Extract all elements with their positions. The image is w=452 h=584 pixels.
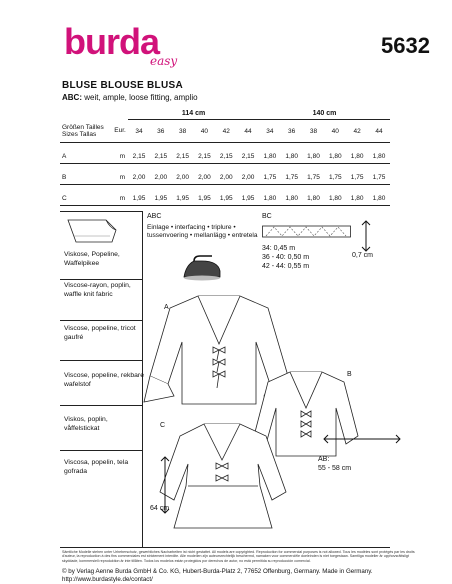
fabric-es: Viscosa, popelin, tela gofrada	[64, 459, 129, 475]
divider	[60, 211, 142, 212]
burda-logo	[64, 21, 178, 68]
yardage-cell: 2,15	[237, 150, 259, 164]
fabric-en: Viscose-rayon, poplin, waffle knit fabric	[64, 282, 131, 298]
yardage-cell: 1,80	[324, 192, 346, 206]
yardage-cell: 2,15	[215, 150, 237, 164]
fabric-sv: Viskos, poplin, våffelstickat	[64, 416, 108, 432]
yardage-cell: 2,00	[215, 171, 237, 185]
copyright-footnote: Sämtliche Modelle stehen unter Urheberschutz, gewerbliches Nacharbeiten ist nicht gestattet. All models are copyrighted. Reproduction for commercial purposes is not allowed. Tous les modèles sont protégés par les droits d'auteur, la reproduction à des fins commerciales est strictement interdite. Alle modellen zijn auteursrechtelijk beschermd, namaken voor commerciële doeleinden is niet toegestaan. Samtliga modeller är upphovsrättsligt skyddade, kommersiell reproduktion är inte tillåten. Todos los modelos están protegidos por derechos de autor, no está permitida su reproducción comercial.	[62, 550, 415, 563]
yardage-cell: 2,15	[128, 150, 150, 164]
tape-views-label: BC	[262, 213, 272, 220]
yardage-cell: 1,75	[346, 171, 368, 185]
view-letter: B	[60, 171, 112, 185]
yardage-cell: 1,80	[368, 192, 390, 206]
yardage-cell: 1,80	[281, 150, 303, 164]
sizes-label-line2: Sizes Tallas	[62, 130, 97, 138]
fabric-width-114: 114 cm	[128, 108, 259, 120]
yardage-cell: 1,80	[303, 192, 325, 206]
size-cell: 38	[172, 120, 194, 143]
publisher-line: © by Verlag Aenne Burda GmbH & Co. KG, Hubert-Burda-Platz 2, 77652 Offenburg, Germany. Made in Germany.	[62, 568, 373, 575]
yardage-cell: 1,80	[324, 150, 346, 164]
contact-link[interactable]: http://www.burdastyle.de/contact/	[62, 576, 153, 583]
divider	[60, 405, 142, 406]
interfacing-text: Einlage • interfacing • triplure • tussenvoering • mellanlägg • entretela	[147, 224, 258, 239]
table-row-a	[60, 150, 390, 164]
yardage-cell: 2,00	[237, 171, 259, 185]
size-cell: 34	[128, 120, 150, 143]
stay-tape-icon	[262, 223, 352, 241]
yardage-cell: 1,75	[368, 171, 390, 185]
sizes-label-line1: Größen Tailles	[62, 123, 104, 131]
yardage-cell: 2,15	[172, 150, 194, 164]
page-title: BLUSE BLOUSE BLUSA	[62, 80, 183, 91]
table-row-b	[60, 171, 390, 185]
table-row-c	[60, 192, 390, 206]
view-letter: A	[60, 150, 112, 164]
iron-icon	[180, 255, 224, 281]
yardage-cell: 2,00	[172, 171, 194, 185]
size-cell: 34	[259, 120, 281, 143]
yardage-cell: 1,80	[346, 150, 368, 164]
logo-wordmark: burda	[64, 21, 160, 62]
yardage-cell: 1,95	[215, 192, 237, 206]
size-cell: 44	[368, 120, 390, 143]
tape-length-36-40: 36 - 40: 0,50 m	[262, 254, 310, 261]
ab-measurement	[318, 455, 351, 473]
yardage-cell: 1,95	[237, 192, 259, 206]
size-cell: 40	[194, 120, 216, 143]
size-cell: 42	[215, 120, 237, 143]
sizes-label	[60, 120, 112, 143]
fabric-de: Viskose, Popeline, Waffelpikee	[64, 251, 120, 267]
tape-length-42-44: 42 - 44: 0,55 m	[262, 263, 310, 270]
yardage-cell: 1,80	[281, 192, 303, 206]
divider	[60, 547, 390, 548]
yardage-cell: 2,00	[128, 171, 150, 185]
yardage-cell: 1,95	[128, 192, 150, 206]
yardage-cell: 1,95	[172, 192, 194, 206]
view-letter: C	[60, 192, 112, 206]
yardage-cell: 1,75	[259, 171, 281, 185]
fabric-yardage-table	[60, 108, 390, 206]
yardage-cell: 1,80	[303, 150, 325, 164]
yardage-cell: 2,15	[150, 150, 172, 164]
yardage-cell: 1,80	[368, 150, 390, 164]
yardage-cell: 2,15	[194, 150, 216, 164]
view-b-label: B	[347, 371, 352, 378]
tape-length-34: 34: 0,45 m	[262, 245, 296, 252]
interfacing-views-label: ABC	[147, 213, 162, 220]
unit-label: m	[112, 150, 128, 164]
yardage-cell: 1,80	[346, 192, 368, 206]
subtitle-fit: weit, ample, loose fitting, amplio	[82, 93, 198, 102]
logo-easy: easy	[150, 54, 178, 68]
yardage-cell: 1,80	[259, 192, 281, 206]
tape-width: 0,7 cm	[352, 252, 374, 259]
size-cell: 40	[324, 120, 346, 143]
fabric-fr: Viscose, popeline, tricot gaufré	[64, 325, 136, 341]
view-c-length: 64 cm	[150, 505, 170, 512]
tape-lengths	[262, 244, 309, 271]
size-cell: 44	[237, 120, 259, 143]
fabric-width-140: 140 cm	[259, 108, 390, 120]
page-subtitle	[62, 93, 198, 102]
yardage-cell: 1,80	[259, 150, 281, 164]
yardage-cell: 2,00	[194, 171, 216, 185]
tape-width-arrow-icon	[360, 219, 372, 253]
size-cell: 38	[303, 120, 325, 143]
unit-label: m	[112, 171, 128, 185]
divider	[60, 279, 142, 280]
width-arrow-icon	[322, 434, 402, 444]
unit-label: m	[112, 192, 128, 206]
fabric-swatch-icon	[66, 216, 118, 246]
view-c-label: C	[160, 422, 166, 429]
size-cell: 36	[150, 120, 172, 143]
fabric-nl: Viscose, popeline, rekbare wafelstof	[64, 372, 144, 388]
yardage-cell: 1,75	[303, 171, 325, 185]
yardage-cell: 1,75	[281, 171, 303, 185]
yardage-cell: 2,00	[150, 171, 172, 185]
size-cell: 36	[281, 120, 303, 143]
subtitle-views: ABC:	[62, 93, 82, 102]
view-c-blouse-illustration	[150, 420, 300, 538]
yardage-cell: 1,95	[150, 192, 172, 206]
divider	[60, 360, 142, 361]
size-cell: 42	[346, 120, 368, 143]
pattern-number: 5632	[381, 33, 430, 58]
eur-label: Eur.	[112, 120, 128, 143]
divider	[60, 320, 142, 321]
yardage-cell: 1,75	[324, 171, 346, 185]
divider	[60, 450, 142, 451]
ab-value: 55 - 58 cm	[318, 465, 352, 472]
view-a-label: A	[164, 304, 169, 311]
yardage-cell: 1,95	[194, 192, 216, 206]
ab-label: AB:	[318, 456, 330, 463]
